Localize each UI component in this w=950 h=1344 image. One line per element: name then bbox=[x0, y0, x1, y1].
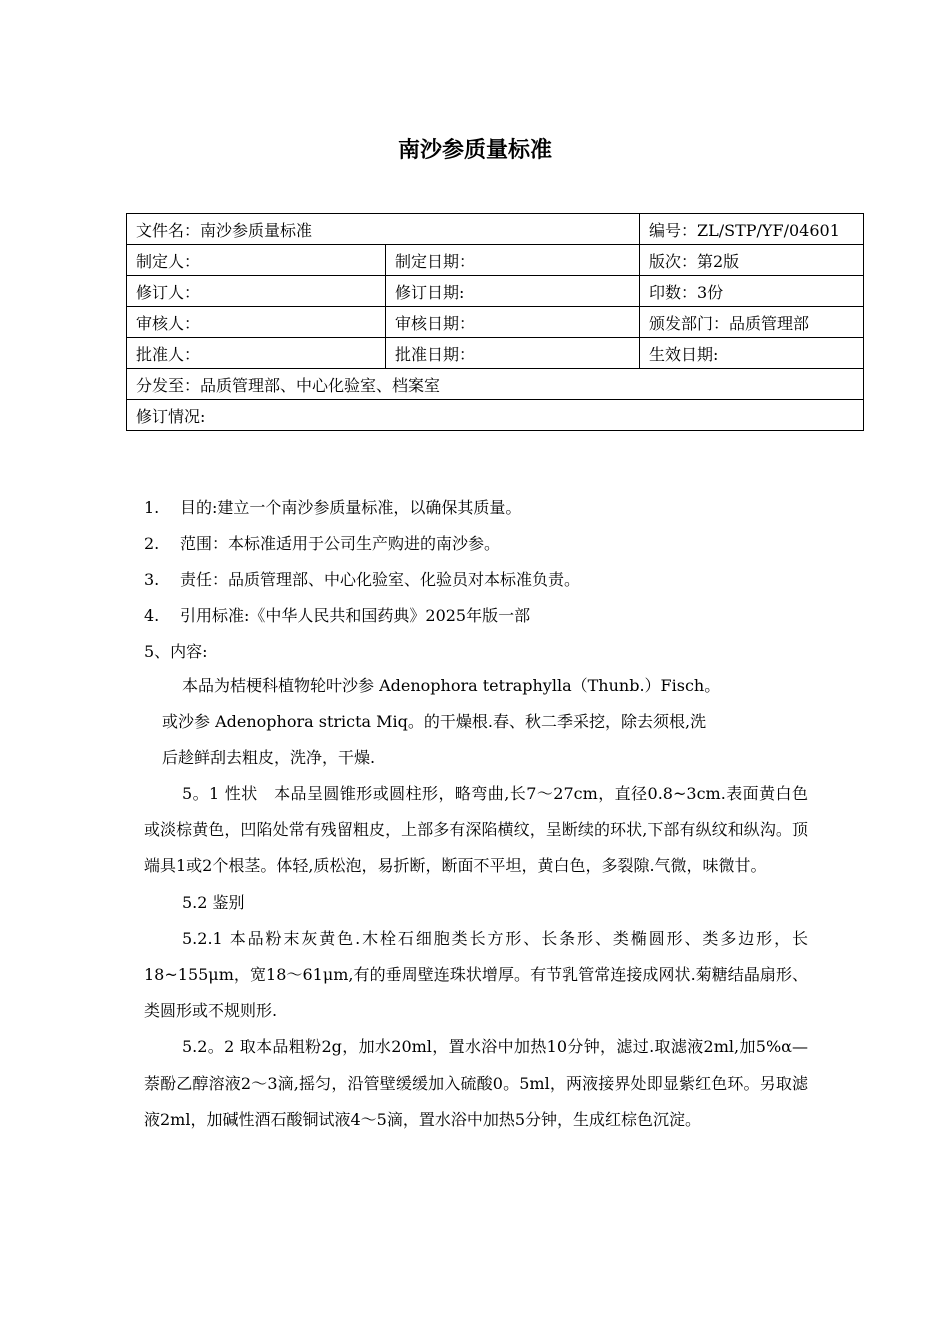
creation-date-cell: 制定日期： bbox=[386, 245, 640, 276]
file-name-cell: 文件名：南沙参质量标准 bbox=[127, 214, 640, 245]
issuing-dept-cell: 颁发部门：品质管理部 bbox=[640, 307, 864, 338]
effective-date-cell: 生效日期: bbox=[640, 338, 864, 369]
list-item bbox=[144, 598, 814, 634]
distribution-cell: 分发至：品质管理部、中心化验室、档案室 bbox=[127, 369, 864, 400]
table-row bbox=[127, 245, 864, 276]
item-text: 责任：品质管理部、中心化验室、化验员对本标准负责。 bbox=[180, 570, 581, 589]
version-cell: 版次：第2版 bbox=[640, 245, 864, 276]
list-item bbox=[144, 634, 814, 670]
reviser-cell: 修订人： bbox=[127, 276, 386, 307]
table-row bbox=[127, 400, 864, 431]
item-number: 3. bbox=[144, 570, 160, 589]
paragraph-identification-1: 5.2.1 本品粉末灰黄色.木栓石细胞类长方形、长条形、类椭圆形、类多边形，长18~155μm，宽18～61μm,有的垂周壁连珠状增厚。有节乳管常连接成网状.菊糖结晶扇形、类圆形或不规则形. bbox=[144, 928, 808, 1021]
review-date-cell: 审核日期： bbox=[386, 307, 640, 338]
item-text: 范围：本标准适用于公司生产购进的南沙参。 bbox=[180, 534, 501, 553]
document-info-table bbox=[126, 213, 864, 431]
revision-date-cell: 修订日期: bbox=[386, 276, 640, 307]
table-row bbox=[127, 338, 864, 369]
item-text: 5、内容: bbox=[144, 642, 208, 661]
table-row bbox=[127, 307, 864, 338]
copies-cell: 印数：3份 bbox=[640, 276, 864, 307]
intro-line: 或沙参 Adenophora stricta Miq。的干燥根.春、秋二季采挖，除去须根,洗 bbox=[162, 712, 707, 731]
table-row bbox=[127, 276, 864, 307]
reviewer-cell: 审核人： bbox=[127, 307, 386, 338]
approver-cell: 批准人： bbox=[127, 338, 386, 369]
page-title: 南沙参质量标准 bbox=[397, 138, 552, 163]
paragraph-identification-heading: 5.2 鉴别 bbox=[182, 892, 245, 912]
intro-line: 后趁鲜刮去粗皮，洗净，干燥. bbox=[162, 748, 376, 767]
table-row bbox=[127, 369, 864, 400]
intro-line: 本品为桔梗科植物轮叶沙参 Adenophora tetraphylla（Thunb.）Fisch。 bbox=[182, 676, 721, 695]
content-body bbox=[144, 776, 808, 1138]
author-cell: 制定人： bbox=[127, 245, 386, 276]
item-text: 目的:建立一个南沙参质量标准，以确保其质量。 bbox=[180, 498, 522, 517]
item-number: 1. bbox=[144, 498, 160, 517]
list-item bbox=[144, 490, 814, 526]
paragraph-characteristics: 5。1 性状 本品呈圆锥形或圆柱形，略弯曲,长7～27cm，直径0.8~3cm.表面黄白色或淡棕黄色，凹陷处常有残留粗皮，上部多有深陷横纹，呈断续的环状,下部有纵纹和纵沟。顶端具1或2个根茎。体轻,质松泡，易折断，断面不平坦，黄白色，多裂隙.气微，味微甘。 bbox=[144, 784, 808, 876]
paragraph-identification-2: 5.2。2 取本品粗粉2g，加水20ml，置水浴中加热10分钟，滤过.取滤液2ml,加5%α—萘酚乙醇溶液2～3滴,摇匀，沿管壁缓缓加入硫酸0。5ml，两液接界处即显紫红色环。另取滤液2ml，加碱性酒石酸铜试液4～5滴，置水浴中加热5分钟，生成红棕色沉淀。 bbox=[144, 1037, 808, 1129]
table-row bbox=[127, 214, 864, 245]
approval-date-cell: 批准日期： bbox=[386, 338, 640, 369]
intro-paragraph bbox=[162, 668, 822, 776]
list-item bbox=[144, 526, 814, 562]
section-list bbox=[144, 490, 814, 670]
doc-number-cell: 编号：ZL/STP/YF/04601 bbox=[640, 214, 864, 245]
item-text: 引用标准:《中华人民共和国药典》2025年版一部 bbox=[180, 606, 531, 625]
revision-notes-cell: 修订情况: bbox=[127, 400, 864, 431]
list-item bbox=[144, 562, 814, 598]
item-number: 4. bbox=[144, 606, 160, 625]
item-number: 2. bbox=[144, 534, 160, 553]
